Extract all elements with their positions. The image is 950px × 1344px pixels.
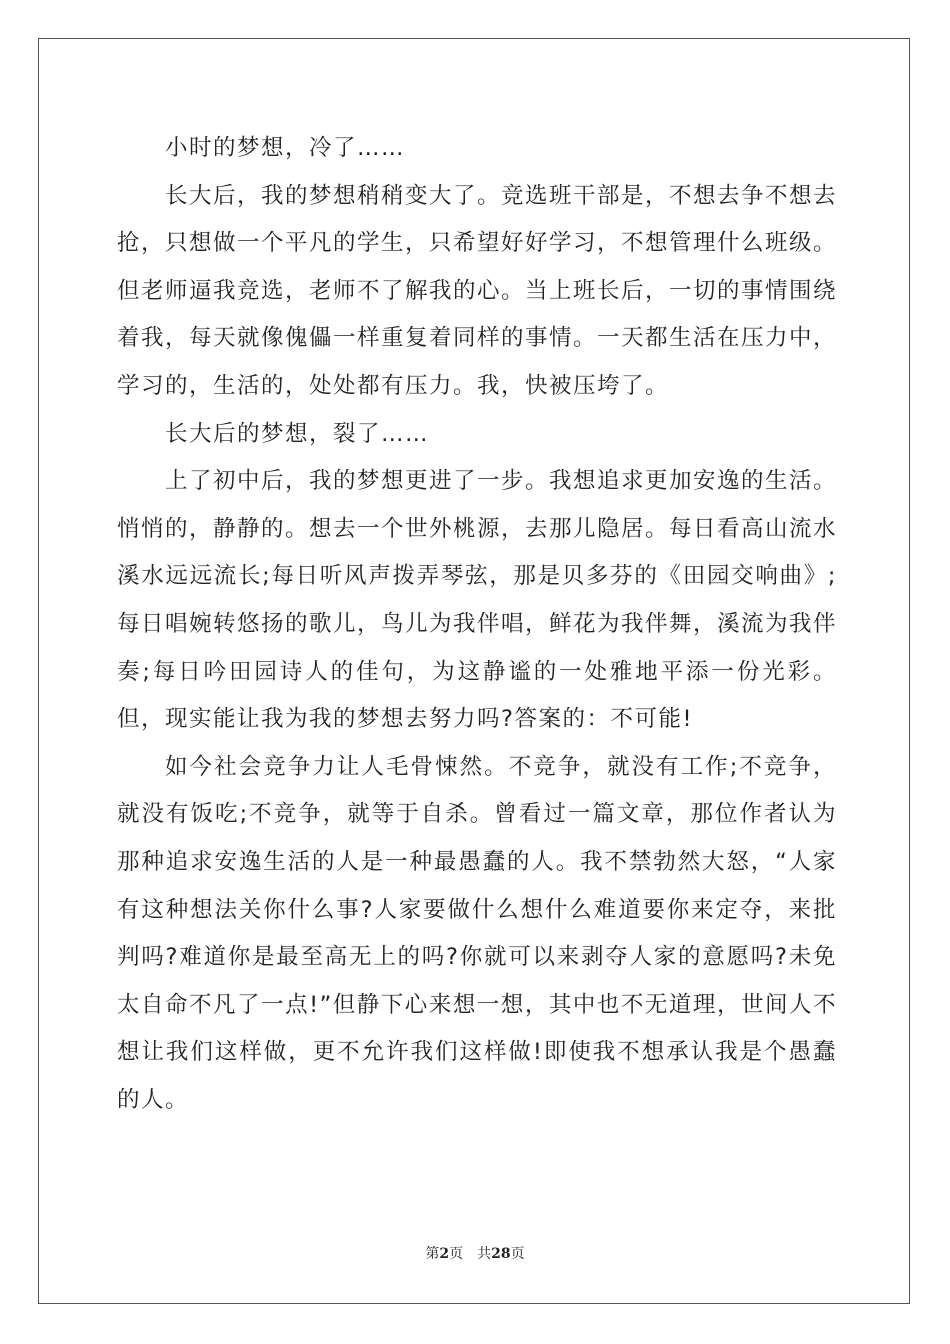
page-number: 2 [439, 1246, 450, 1262]
page-prefix: 第 [425, 1246, 440, 1262]
page-suffix: 页 [449, 1246, 464, 1262]
total-pages: 28 [491, 1246, 511, 1262]
total-prefix: 共 [477, 1246, 492, 1262]
paragraph-1: 小时的梦想，冷了…… [165, 135, 406, 161]
paragraph-3: 长大后的梦想，裂了…… [165, 420, 430, 447]
paragraph-2: 长大后，我的梦想稍稍变大了。竞选班干部是，不想去争不想去抢，只想做一个平凡的学生，只希望好好学习，不想管理什么班级。但老师逼我竞选，老师不了解我的心。当上班长后，一切的事情围绕着我，每天就像傀儡一样重复着同样的事情。一天都生活在压力中，学习的，生活的，处处都有压力。我，快被压垮了。 [117, 182, 838, 399]
total-suffix: 页 [510, 1246, 525, 1262]
document-body [117, 125, 837, 1124]
page-footer [0, 1243, 950, 1263]
paragraph-5: 如今社会竞争力让人毛骨悚然。不竞争，就没有工作;不竞争，就没有饭吃;不竞争，就等于自杀。曾看过一篇文章，那位作者认为那种追求安逸生活的人是一种最愚蠢的人。我不禁勃然大怒，“人家有这种想法关你什么事?人家要做什么想什么难道要你来定夺，来批判吗?难道你是最至高无上的吗?你就可以来剥夺人家的意愿吗?未免太自命不凡了一点!”但静下心来想一想，其中也不无道理，世间人不想让我们这样做，更不允许我们这样做!即使我不想承认我是个愚蠢的人。 [117, 753, 837, 1113]
paragraph-4: 上了初中后，我的梦想更进了一步。我想追求更加安逸的生活。悄悄的，静静的。想去一个世外桃源，去那儿隐居。每日看高山流水溪水远远流长;每日听风声拨弄琴弦，那是贝多芬的《田园交响曲》;每日唱婉转悠扬的歌儿，鸟儿为我伴唱，鲜花为我伴舞，溪流为我伴奏;每日吟田园诗人的佳句，为这静谧的一处雅地平添一份光彩。但，现实能让我为我的梦想去努力吗?答案的：不可能! [117, 468, 838, 733]
